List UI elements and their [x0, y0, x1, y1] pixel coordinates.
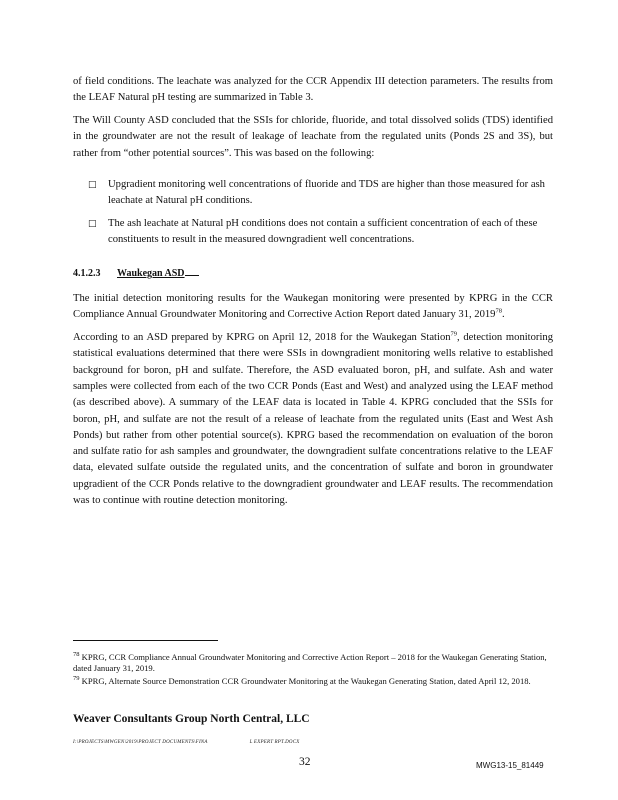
- waukegan-paragraphs: [73, 291, 553, 516]
- top-paragraphs: [73, 74, 553, 168]
- file-path: I:\PROJECTS\MWGEN\2019\PROJECT DOCUMENTS\FINA L EXPERT RPT.DOCX: [73, 740, 300, 745]
- bullet-text: The ash leachate at Natural pH conditions does not contain a sufficient concentration of each of these constituents to result in the measured downgradient well concentrations.: [108, 217, 538, 245]
- paragraph-will-county-asd: The Will County ASD concluded that the SSIs for chloride, fluoride, and total dissolved solids (TDS) identified in the groundwater are not the result of leakage of leachate from the regulated units (Ponds 2S and 3S), but rather from “other potential sources”. This was based on the following:: [73, 115, 553, 159]
- footnote-ref-78: 78: [495, 307, 502, 315]
- section-number: 4.1.2.3: [73, 268, 101, 279]
- footnote-item: $^{78}$ KPRG, CCR Compliance Annual Groundwater Monitoring and Corrective Action Report – 2018 for the Waukegan Generating Station, dated January 31, 2019.: [73, 651, 547, 674]
- bullet-box-icon: □: [88, 180, 97, 190]
- paragraph-asd-kprg: According to an ASD prepared by KPRG on April 12, 2018 for the Waukegan Station$^{79}$, detection monitoring statistical evaluations determined that there were SSIs in downgradient monitoring wells relative to established background for boron, pH and sulfate. Therefore, the ASD evaluated boron, pH, and sulfate. Ash and water samples were collected from each of the two CCR Ponds (East and West) and analyzed using the LEAF method (as described above). A summary of the LEAF data is located in Table 4. KPRG concluded that the SSIs for boron, pH, and sulfate are not the result of a release of leachate from the regulated units (East and West Ash Ponds) but rather from other potential source(s). KPRG based the recommendation on evaluation of the boron and sulfate ratio for ash samples and groundwater, the downgradient sulfate concentrations relative to the LEAF data, elevated sulfate outside the regulated units, and the concentration of sulfate and boron in groundwater upgradient of the CCR Ponds relative to the downgradient groundwater and LEAF results. The recommendation was to continue with routine detection monitoring.: [73, 330, 553, 507]
- paragraph-leachate-analysis: of field conditions. The leachate was analyzed for the CCR Appendix III detection parameters. The results from the LEAF Natural pH testing are summarized in Table 3.: [73, 76, 553, 104]
- bullet-item: [88, 216, 553, 249]
- bullet-item: [88, 177, 553, 210]
- bullet-text: Upgradient monitoring well concentrations of fluoride and TDS are higher than those measured for ash leachate at Natural pH conditions.: [108, 179, 545, 207]
- bullet-box-icon: □: [88, 218, 97, 229]
- company-name: Weaver Consultants Group North Central, LLC: [73, 713, 310, 725]
- footnote-separator: [73, 640, 218, 641]
- footnotes: [73, 652, 548, 688]
- section-title: Waukegan ASD: [117, 268, 199, 279]
- footnote-ref-79: 79: [450, 330, 458, 338]
- paragraph-initial-detection: The initial detection monitoring results for the Waukegan monitoring were presented by KPRG in the CCR Compliance Annual Groundwater Monitoring and Corrective Action Report dated January 31, 2019$^{78}$.: [73, 293, 553, 321]
- document-id: MWG13-15_81449: [476, 761, 544, 770]
- section-heading: [73, 268, 199, 279]
- page-number: 32: [299, 756, 311, 768]
- footnote-item: $^{79}$ KPRG, Alternate Source Demonstration CCR Groundwater Monitoring at the Waukegan Generating Station, dated April 12, 2018.: [73, 674, 531, 686]
- bullet-list: [88, 177, 553, 254]
